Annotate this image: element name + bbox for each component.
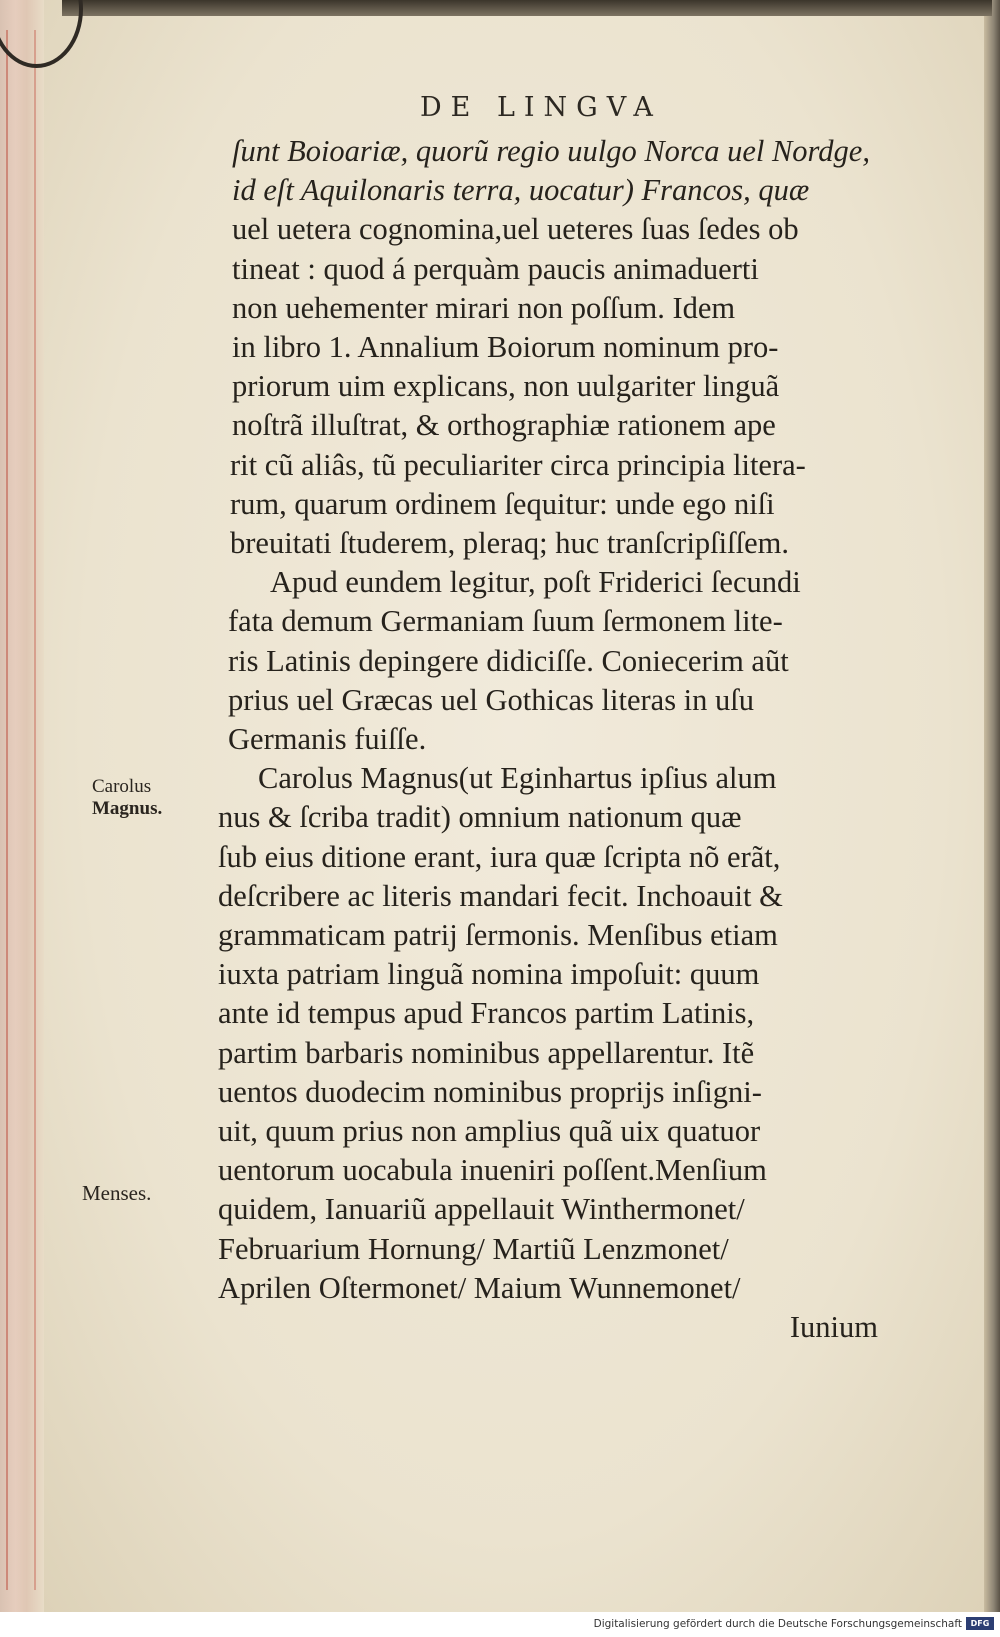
margin-note-menses: Menses. [82, 1181, 152, 1205]
text-line: in libro 1. Annalium Boiorum nominum pro- [232, 330, 779, 365]
running-head: DE LINGVA [420, 92, 662, 123]
text-line: fata demum Germaniam ſuum ſermonem lite- [228, 604, 783, 639]
text-line: grammaticam patrij ſermonis. Menſibus etiam [218, 918, 778, 953]
margin-note-carolus-line1: Carolus [92, 776, 152, 797]
text-line: quidem, Ianuariũ appellauit Winthermonet/ [218, 1192, 745, 1227]
page-top-shadow [62, 0, 992, 16]
page-right-edge [984, 0, 1000, 1612]
text-line: iuxta patriam linguã nomina impoſuit: quum [218, 957, 760, 992]
text-line: priorum uim explicans, non uulgariter linguã [232, 369, 780, 404]
text-line: noſtrã illuſtrat, & orthographiæ rationem ape [232, 408, 776, 443]
text-line: breuitati ſtuderem, pleraq; huc tranſcripſiſſem. [230, 526, 789, 561]
text-line: tineat : quod á perquàm paucis animaduerti [232, 251, 759, 286]
text-line: uentos duodecim nominibus proprijs inſigni- [218, 1074, 762, 1109]
catchword: Iunium [789, 1310, 878, 1345]
text-line: ris Latinis depingere didiciſſe. Coniecerim aũt [228, 643, 789, 678]
digitization-footer [0, 1612, 1000, 1637]
dfg-logo: DFG [966, 1617, 994, 1630]
text-line: nus & ſcriba tradit) omnium nationum quæ [218, 800, 742, 835]
text-line: Carolus Magnus(ut Eginhartus ipſius alum [258, 761, 777, 796]
text-line: Aprilen Oſtermonet/ Maium Wunnemonet/ [218, 1270, 741, 1305]
text-line: ante id tempus apud Francos partim Latinis, [218, 996, 755, 1031]
text-line: deſcribere ac literis mandari fecit. Inchoauit & [218, 878, 783, 913]
book-spine [0, 0, 44, 1612]
text-line: ſub eius ditione erant, iura quæ ſcripta nõ erãt, [218, 839, 781, 874]
text-line: uel uetera cognomina,uel ueteres ſuas ſedes ob [232, 212, 799, 247]
text-line: Apud eundem legitur, poſt Friderici ſecundi [270, 565, 801, 600]
footer-credit: Digitalisierung gefördert durch die Deutsche Forschungsgemeinschaft [593, 1618, 962, 1630]
spine-binding-lines [6, 30, 36, 1590]
text-line: rum, quarum ordinem ſequitur: unde ego niſi [230, 486, 775, 521]
text-line: non uehementer mirari non poſſum. Idem [232, 290, 736, 325]
margin-note-carolus-line2: Magnus. [92, 798, 163, 819]
text-line: rit cũ aliâs, tũ peculiariter circa principia litera- [230, 447, 806, 482]
body-text [218, 132, 918, 1347]
text-line: Germanis fuiſſe. [228, 722, 427, 757]
text-line: uentorum uocabula inueniri poſſent.Menſium [218, 1153, 767, 1188]
text-line: uit, quum prius non amplius quã uix quatuor [218, 1114, 761, 1149]
margin-note-carolus [92, 776, 162, 820]
text-line: ſunt Boioariæ, quorũ regio uulgo Norca uel Nordge, [232, 134, 870, 168]
text-line: prius uel Græcas uel Gothicas literas in uſu [228, 682, 755, 717]
text-line: partim barbaris nominibus appellarentur. Itẽ [218, 1035, 755, 1070]
text-line: Februarium Hornung/ Martiũ Lenzmonet/ [218, 1231, 729, 1266]
text-line: id eſt Aquilonaris terra, uocatur) Francos, quæ [232, 173, 810, 208]
